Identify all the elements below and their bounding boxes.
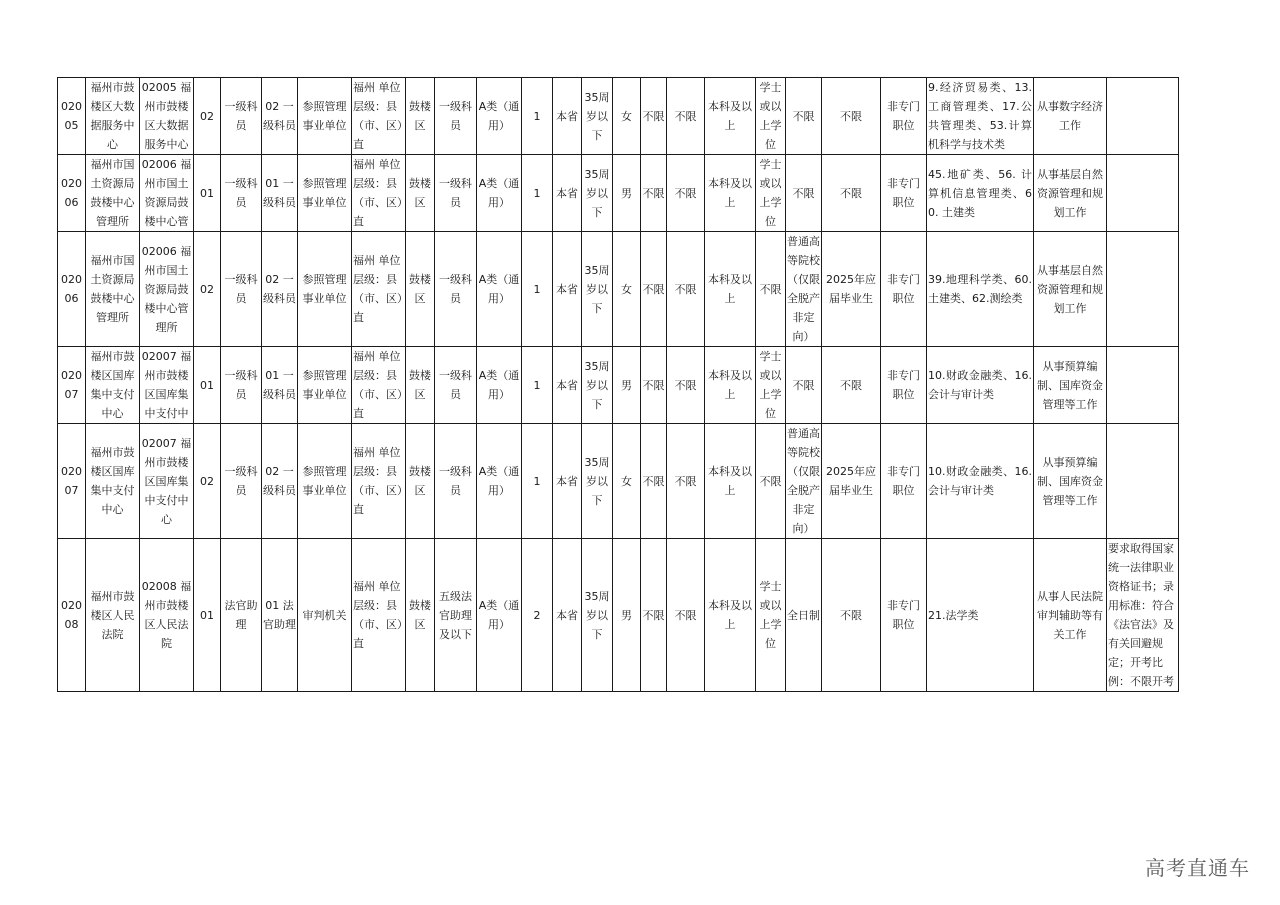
cell-unit-level: 福州 单位层级：县（市、区）直 xyxy=(352,155,406,232)
cell-unit-level: 福州 单位层级：县（市、区）直 xyxy=(352,78,406,155)
cell-position-name: 一级科员 xyxy=(221,232,262,347)
cell-unit-nature: 参照管理事业单位 xyxy=(298,78,352,155)
cell-gender: 女 xyxy=(613,424,641,539)
cell-remarks: 要求取得国家统一法律职业资格证书；录用标准：符合《法官法》及有关回避规定；开考比例：不限开考 xyxy=(1107,539,1179,692)
cell-education: 本科及以上 xyxy=(705,539,756,692)
cell-unit-code-name: 02006 福州市国土资源局鼓楼中心管理所 xyxy=(140,232,194,347)
cell-age: 35周岁以下 xyxy=(582,539,613,692)
cell-household: 本省 xyxy=(553,155,582,232)
cell-household: 本省 xyxy=(553,232,582,347)
cell-rank: 一级科员 xyxy=(435,232,477,347)
cell-exam-category: A类（通用） xyxy=(477,155,522,232)
cell-headcount: 1 xyxy=(522,78,553,155)
cell-job-code: 02007 xyxy=(58,424,86,539)
cell-education: 本科及以上 xyxy=(705,232,756,347)
cell-unit-code-name: 02007 福州市鼓楼区国库集中支付中心 xyxy=(140,424,194,539)
cell-exam-category: A类（通用） xyxy=(477,424,522,539)
cell-school-type: 普通高等院校（仅限全脱产非定向） xyxy=(786,232,822,347)
cell-job-duties: 从事预算编制、国库资金管理等工作 xyxy=(1034,347,1107,424)
cell-position-code-name: 01 一级科员 xyxy=(262,155,298,232)
cell-unit-level: 福州 单位层级：县（市、区）直 xyxy=(352,347,406,424)
cell-position-type: 非专门职位 xyxy=(881,78,927,155)
cell-gender: 女 xyxy=(613,232,641,347)
watermark: 高考直通车 xyxy=(1145,856,1250,880)
cell-majors: 21.法学类 xyxy=(927,539,1034,692)
cell-household: 本省 xyxy=(553,539,582,692)
cell-gender: 男 xyxy=(613,539,641,692)
cell-gender: 女 xyxy=(613,78,641,155)
cell-agency-name: 福州市鼓楼区大数据服务中心 xyxy=(86,78,140,155)
cell-agency-name: 福州市鼓楼区国库集中支付中心 xyxy=(86,347,140,424)
cell-ethnicity: 不限 xyxy=(641,78,667,155)
cell-degree: 学士或以上学位 xyxy=(756,539,786,692)
cell-rank: 五级法官助理及以下 xyxy=(435,539,477,692)
cell-political-status: 不限 xyxy=(667,424,705,539)
cell-job-duties: 从事基层自然资源管理和规划工作 xyxy=(1034,232,1107,347)
cell-position-code: 02 xyxy=(194,424,221,539)
cell-political-status: 不限 xyxy=(667,232,705,347)
cell-degree: 学士或以上学位 xyxy=(756,347,786,424)
cell-position-code-name: 01 一级科员 xyxy=(262,347,298,424)
cell-remarks xyxy=(1107,347,1179,424)
cell-position-name: 一级科员 xyxy=(221,347,262,424)
cell-majors: 9.经济贸易类、13.工商管理类、17.公共管理类、53.计算机科学与技术类 xyxy=(927,78,1034,155)
cell-position-code-name: 02 一级科员 xyxy=(262,424,298,539)
cell-job-code: 02007 xyxy=(58,347,86,424)
cell-position-type: 非专门职位 xyxy=(881,232,927,347)
cell-unit-nature: 参照管理事业单位 xyxy=(298,424,352,539)
cell-unit-nature: 审判机关 xyxy=(298,539,352,692)
cell-education: 本科及以上 xyxy=(705,347,756,424)
cell-remarks xyxy=(1107,78,1179,155)
cell-education: 本科及以上 xyxy=(705,424,756,539)
cell-exam-category: A类（通用） xyxy=(477,347,522,424)
cell-job-code: 02008 xyxy=(58,539,86,692)
cell-exam-category: A类（通用） xyxy=(477,78,522,155)
cell-ethnicity: 不限 xyxy=(641,155,667,232)
cell-position-code: 02 xyxy=(194,78,221,155)
cell-degree: 不限 xyxy=(756,424,786,539)
cell-household: 本省 xyxy=(553,347,582,424)
cell-age: 35周岁以下 xyxy=(582,424,613,539)
cell-ethnicity: 不限 xyxy=(641,232,667,347)
cell-political-status: 不限 xyxy=(667,78,705,155)
cell-agency-name: 福州市鼓楼区国库集中支付中心 xyxy=(86,424,140,539)
cell-remarks xyxy=(1107,424,1179,539)
cell-headcount: 2 xyxy=(522,539,553,692)
cell-majors: 39.地理科学类、60.土建类、62.测绘类 xyxy=(927,232,1034,347)
cell-ethnicity: 不限 xyxy=(641,347,667,424)
cell-position-type: 非专门职位 xyxy=(881,155,927,232)
table-body xyxy=(58,78,1179,692)
cell-ethnicity: 不限 xyxy=(641,539,667,692)
cell-position-name: 一级科员 xyxy=(221,155,262,232)
table-row xyxy=(58,155,1179,232)
cell-headcount: 1 xyxy=(522,155,553,232)
cell-position-type: 非专门职位 xyxy=(881,424,927,539)
cell-political-status: 不限 xyxy=(667,347,705,424)
cell-headcount: 1 xyxy=(522,232,553,347)
cell-job-code: 02005 xyxy=(58,78,86,155)
cell-age: 35周岁以下 xyxy=(582,232,613,347)
cell-position-code-name: 01 法官助理 xyxy=(262,539,298,692)
cell-household: 本省 xyxy=(553,78,582,155)
cell-unit-code-name: 02005 福州市鼓楼区大数据服务中心 xyxy=(140,78,194,155)
cell-graduate-status: 不限 xyxy=(822,539,881,692)
cell-education: 本科及以上 xyxy=(705,78,756,155)
table-row xyxy=(58,232,1179,347)
cell-exam-category: A类（通用） xyxy=(477,539,522,692)
cell-job-code: 02006 xyxy=(58,232,86,347)
cell-gender: 男 xyxy=(613,155,641,232)
cell-unit-nature: 参照管理事业单位 xyxy=(298,232,352,347)
cell-unit-nature: 参照管理事业单位 xyxy=(298,347,352,424)
cell-gender: 男 xyxy=(613,347,641,424)
cell-household: 本省 xyxy=(553,424,582,539)
cell-agency-name: 福州市国土资源局鼓楼中心管理所 xyxy=(86,232,140,347)
cell-job-code: 02006 xyxy=(58,155,86,232)
cell-rank: 一级科员 xyxy=(435,424,477,539)
cell-school-type: 普通高等院校（仅限全脱产非定向） xyxy=(786,424,822,539)
cell-position-code-name: 02 一级科员 xyxy=(262,232,298,347)
cell-region: 鼓楼区 xyxy=(406,232,435,347)
cell-degree: 不限 xyxy=(756,232,786,347)
cell-unit-code-name: 02007 福州市鼓楼区国库集中支付中 xyxy=(140,347,194,424)
cell-job-duties: 从事预算编制、国库资金管理等工作 xyxy=(1034,424,1107,539)
cell-region: 鼓楼区 xyxy=(406,78,435,155)
cell-position-name: 一级科员 xyxy=(221,78,262,155)
cell-region: 鼓楼区 xyxy=(406,424,435,539)
cell-unit-level: 福州 单位层级：县（市、区）直 xyxy=(352,424,406,539)
cell-age: 35周岁以下 xyxy=(582,78,613,155)
cell-region: 鼓楼区 xyxy=(406,155,435,232)
cell-position-code-name: 02 一级科员 xyxy=(262,78,298,155)
cell-unit-nature: 参照管理事业单位 xyxy=(298,155,352,232)
cell-position-code: 02 xyxy=(194,232,221,347)
cell-agency-name: 福州市鼓楼区人民法院 xyxy=(86,539,140,692)
cell-region: 鼓楼区 xyxy=(406,539,435,692)
cell-position-code: 01 xyxy=(194,347,221,424)
cell-rank: 一级科员 xyxy=(435,347,477,424)
cell-majors: 45.地矿类、56. 计算机信息管理类、60. 土建类 xyxy=(927,155,1034,232)
table-row xyxy=(58,347,1179,424)
cell-degree: 学士或以上学位 xyxy=(756,78,786,155)
cell-degree: 学士或以上学位 xyxy=(756,155,786,232)
cell-political-status: 不限 xyxy=(667,155,705,232)
table-row xyxy=(58,78,1179,155)
cell-ethnicity: 不限 xyxy=(641,424,667,539)
cell-graduate-status: 不限 xyxy=(822,78,881,155)
cell-agency-name: 福州市国土资源局鼓楼中心管理所 xyxy=(86,155,140,232)
cell-school-type: 不限 xyxy=(786,347,822,424)
cell-unit-code-name: 02006 福州市国土资源局鼓楼中心管 xyxy=(140,155,194,232)
cell-remarks xyxy=(1107,155,1179,232)
cell-headcount: 1 xyxy=(522,347,553,424)
cell-graduate-status: 不限 xyxy=(822,155,881,232)
cell-unit-level: 福州 单位层级：县（市、区）直 xyxy=(352,539,406,692)
cell-school-type: 全日制 xyxy=(786,539,822,692)
cell-position-name: 法官助理 xyxy=(221,539,262,692)
table-row xyxy=(58,424,1179,539)
cell-position-type: 非专门职位 xyxy=(881,539,927,692)
cell-position-code: 01 xyxy=(194,155,221,232)
cell-rank: 一级科员 xyxy=(435,78,477,155)
cell-majors: 10.财政金融类、16.会计与审计类 xyxy=(927,424,1034,539)
cell-unit-code-name: 02008 福州市鼓楼区人民法院 xyxy=(140,539,194,692)
cell-job-duties: 从事基层自然资源管理和规划工作 xyxy=(1034,155,1107,232)
cell-age: 35周岁以下 xyxy=(582,155,613,232)
cell-job-duties: 从事数字经济工作 xyxy=(1034,78,1107,155)
cell-job-duties: 从事人民法院审判辅助等有关工作 xyxy=(1034,539,1107,692)
cell-school-type: 不限 xyxy=(786,155,822,232)
cell-unit-level: 福州 单位层级：县（市、区）直 xyxy=(352,232,406,347)
table-row xyxy=(58,539,1179,692)
cell-position-name: 一级科员 xyxy=(221,424,262,539)
cell-headcount: 1 xyxy=(522,424,553,539)
cell-school-type: 不限 xyxy=(786,78,822,155)
cell-graduate-status: 2025年应届毕业生 xyxy=(822,232,881,347)
cell-remarks xyxy=(1107,232,1179,347)
cell-majors: 10.财政金融类、16.会计与审计类 xyxy=(927,347,1034,424)
cell-graduate-status: 不限 xyxy=(822,347,881,424)
cell-education: 本科及以上 xyxy=(705,155,756,232)
cell-political-status: 不限 xyxy=(667,539,705,692)
cell-rank: 一级科员 xyxy=(435,155,477,232)
cell-age: 35周岁以下 xyxy=(582,347,613,424)
cell-position-code: 01 xyxy=(194,539,221,692)
recruitment-table xyxy=(57,77,1179,692)
cell-graduate-status: 2025年应届毕业生 xyxy=(822,424,881,539)
cell-position-type: 非专门职位 xyxy=(881,347,927,424)
cell-region: 鼓楼区 xyxy=(406,347,435,424)
cell-exam-category: A类（通用） xyxy=(477,232,522,347)
